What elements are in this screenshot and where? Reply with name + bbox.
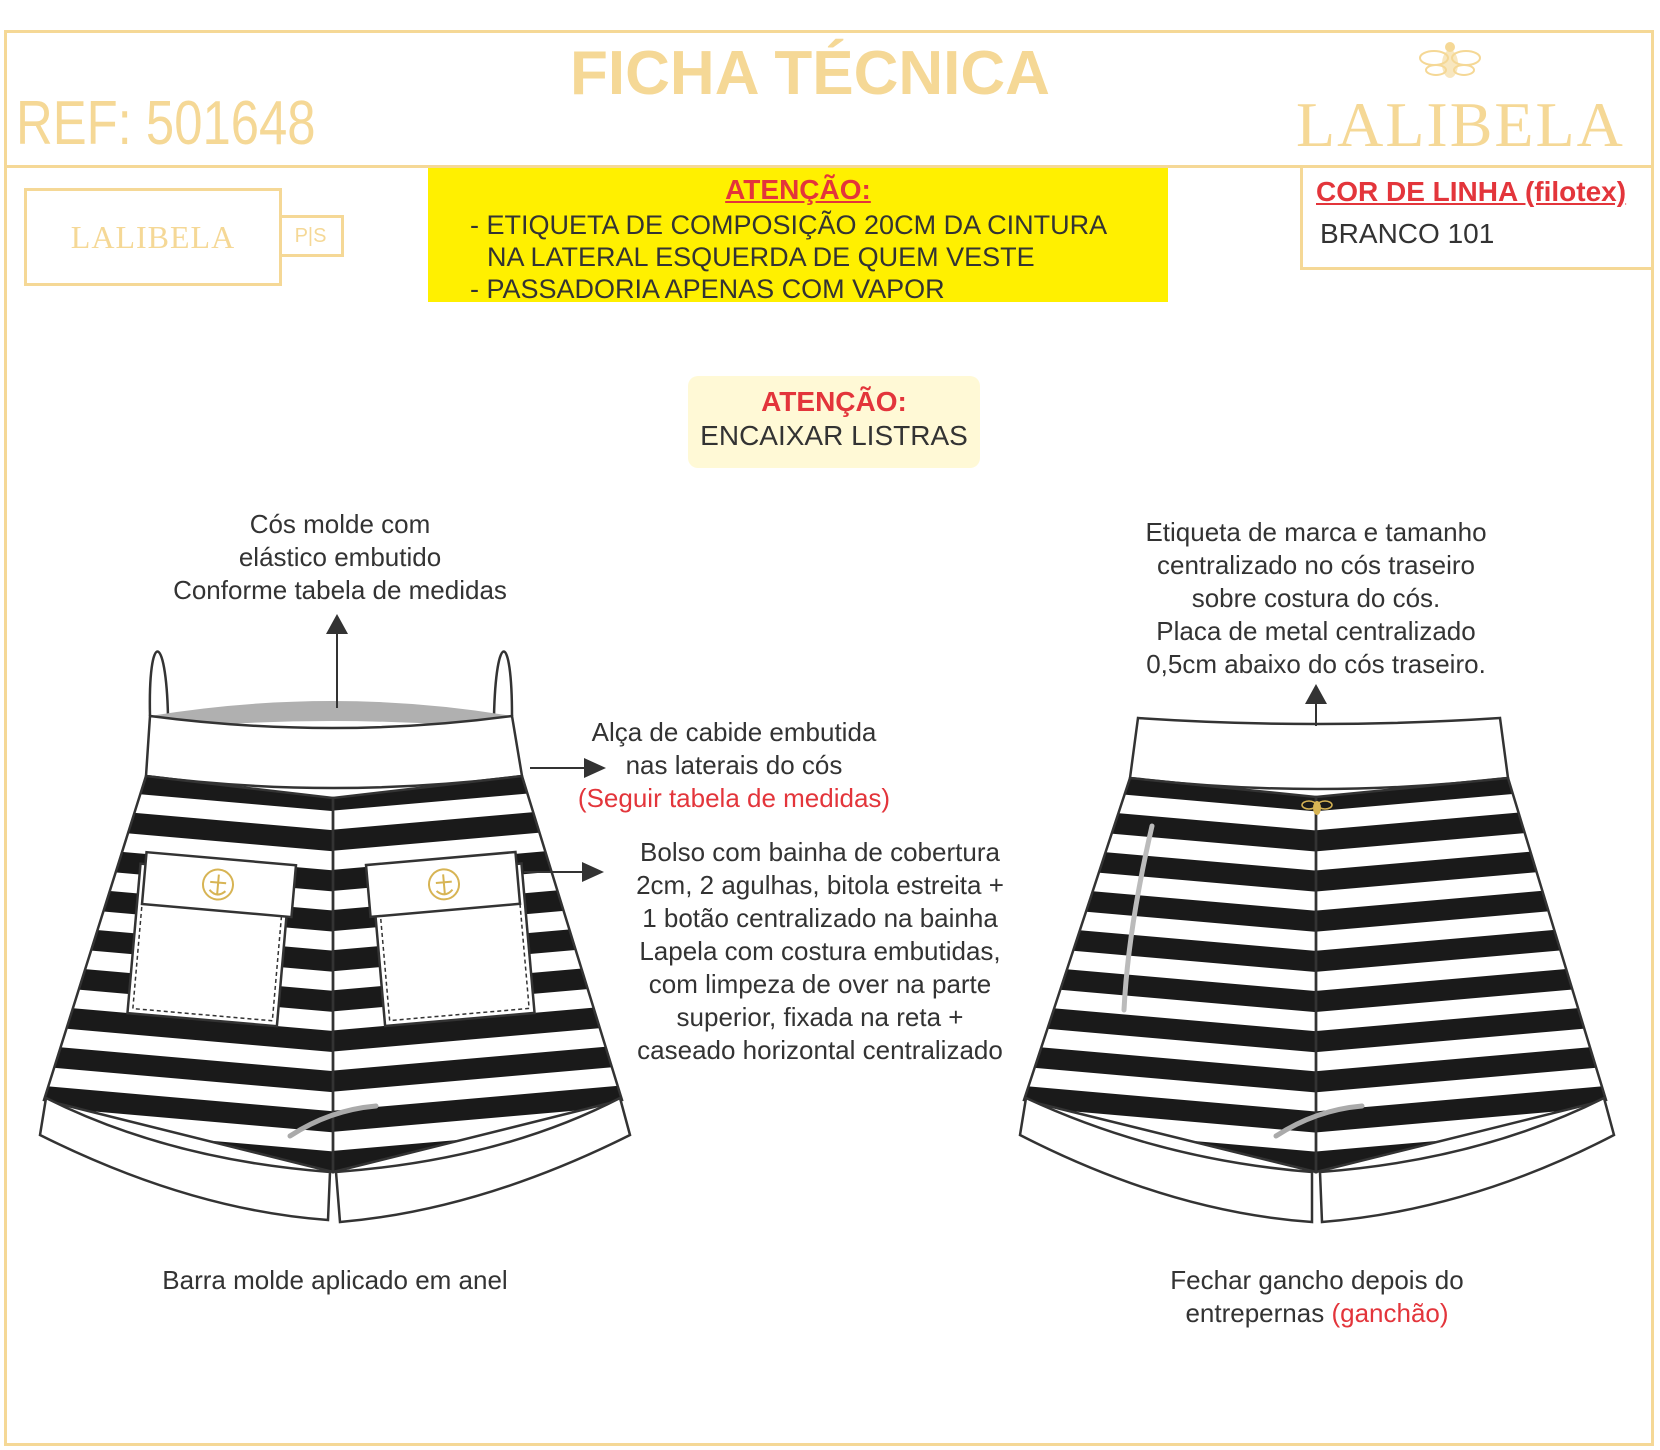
page-title: FICHA TÉCNICA	[570, 39, 1050, 108]
callout-hanger-note: (Seguir tabela de medidas)	[577, 783, 891, 813]
thread-color-value: BRANCO 101	[1320, 218, 1495, 249]
callout-hem: Barra molde aplicado em anel	[162, 1265, 508, 1295]
callout-hanger-line-2: nas laterais do cós	[625, 750, 843, 780]
back-view-shorts	[946, 682, 1660, 1343]
callout-pocket-line-1: Bolso com bainha de cobertura	[640, 837, 1000, 867]
callout-waistband-line-2: elástico embutido	[238, 542, 442, 572]
callout-hanger-line-1: Alça de cabide embutida	[591, 717, 877, 747]
brand-logo: LALIBELA	[1296, 89, 1625, 160]
back-waistband	[1130, 718, 1508, 789]
front-pocket-left	[127, 852, 296, 1027]
callout-pocket-line-4: Lapela com costura embutidas,	[639, 936, 1001, 966]
callout-pocket-line-7: caseado horizontal centralizado	[637, 1035, 1003, 1065]
callout-pocket-line-2: 2cm, 2 agulhas, bitola estreita +	[636, 870, 1004, 900]
brand-label-text: LALIBELA	[70, 218, 236, 255]
attention-line-3: - PASSADORIA APENAS COM VAPOR	[470, 274, 945, 304]
attention-banner-title: ATENÇÃO:	[725, 174, 871, 205]
callout-back-line-3: sobre costura do cós.	[1191, 583, 1441, 613]
front-waistband	[146, 716, 522, 788]
callout-back-line-4: Placa de metal centralizado	[1156, 616, 1476, 646]
callout-crotch-line-2	[1110, 1297, 1524, 1330]
size-label-tag: P|S	[280, 215, 344, 257]
hanger-loop-right	[494, 652, 512, 717]
attention-line-1: - ETIQUETA DE COMPOSIÇÃO 20CM DA CINTURA	[470, 210, 1108, 240]
callout-pocket	[604, 836, 1036, 1067]
callout-pocket-line-5: com limpeza de over na parte	[648, 969, 992, 999]
callout-back-label	[1096, 516, 1536, 681]
front-pocket-right	[366, 852, 535, 1027]
callout-crotch	[1110, 1264, 1524, 1330]
callout-back-line-5: 0,5cm abaixo do cós traseiro.	[1146, 649, 1486, 679]
callout-crotch-line-1: Fechar gancho depois do	[1170, 1265, 1464, 1295]
callout-pocket-line-6: superior, fixada na reta +	[676, 1002, 964, 1032]
stripe-note-text: ENCAIXAR LISTRAS	[700, 420, 968, 451]
callout-back-line-1: Etiqueta de marca e tamanho	[1145, 517, 1487, 547]
thread-color-title: COR DE LINHA (filotex)	[1316, 176, 1627, 207]
callout-hanger-loop	[550, 716, 918, 815]
callout-waistband-line-1: Cós molde com	[249, 509, 431, 539]
callout-waistband-line-3: Conforme tabela de medidas	[173, 575, 507, 605]
callout-crotch-note: (ganchão)	[1331, 1298, 1449, 1328]
callout-waistband	[140, 508, 540, 607]
callout-crotch-text: entrepernas	[1185, 1298, 1325, 1328]
callout-back-line-2: centralizado no cós traseiro	[1157, 550, 1475, 580]
reference-code: REF: 501648	[16, 89, 316, 158]
attention-line-2: NA LATERAL ESQUERDA DE QUEM VESTE	[487, 242, 1035, 272]
callout-pocket-line-3: 1 botão centralizado na bainha	[642, 903, 998, 933]
stripe-note-title: ATENÇÃO:	[761, 386, 907, 417]
hanger-loop-left	[150, 652, 168, 717]
